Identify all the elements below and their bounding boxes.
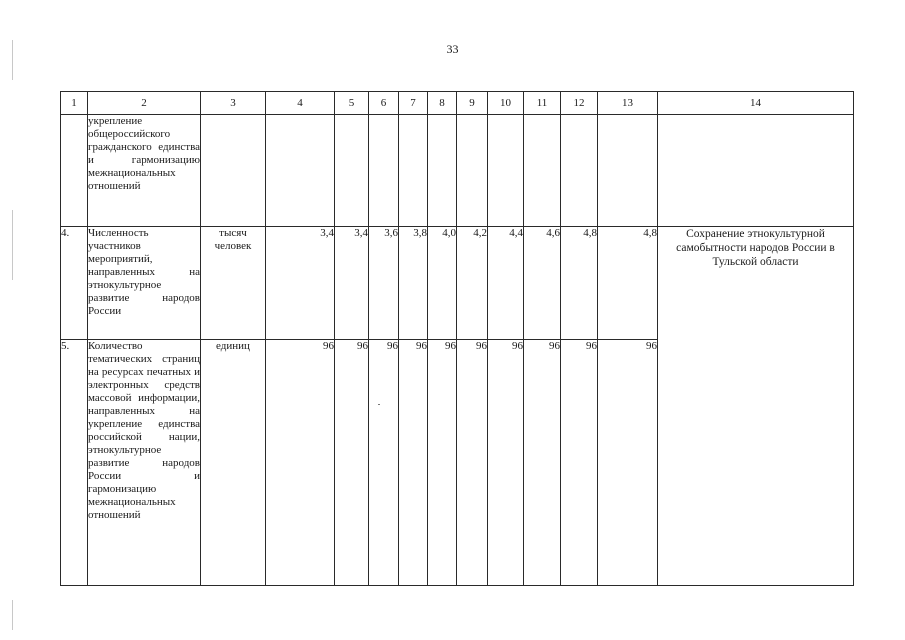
value-cell: 4,8: [598, 227, 658, 340]
empty-cell: [457, 115, 488, 227]
indicator-name-cell: укрепление общероссийского гражданского единства и гармонизацию межнациональных отношений: [88, 115, 201, 227]
value-cell: 4,2: [457, 227, 488, 340]
unit-cell: единиц: [201, 340, 266, 586]
value-cell: 4,4: [488, 227, 524, 340]
header-cell: 10: [488, 92, 524, 115]
empty-cell: [201, 115, 266, 227]
indicator-name-cell: Численность участников мероприятий, направленных на этнокультурное развитие народов России: [88, 227, 201, 340]
empty-cell: [369, 115, 399, 227]
header-cell: 12: [561, 92, 598, 115]
header-cell: 6: [369, 92, 399, 115]
header-cell: 3: [201, 92, 266, 115]
scan-margin-mark: [12, 40, 13, 80]
indicator-name-cell: Количество тематических страниц на ресурсах печатных и электронных средств массовой информации, направленных на укрепление единства российской нации, этнокультурное развитие народов России и гармонизацию межнациональных отношений: [88, 340, 201, 586]
value-cell: 4,8: [561, 227, 598, 340]
continuation-row: [61, 115, 854, 227]
header-cell: 13: [598, 92, 658, 115]
value-cell: 96: [428, 340, 457, 586]
empty-cell: [598, 115, 658, 227]
value-cell: 96: [266, 340, 335, 586]
page-number: 33: [446, 42, 459, 56]
empty-cell: [561, 115, 598, 227]
empty-cell: [488, 115, 524, 227]
value-cell: 96: [399, 340, 428, 586]
header-cell: 9: [457, 92, 488, 115]
row-number-cell: 4.: [61, 227, 88, 340]
empty-cell: [335, 115, 369, 227]
value-cell: 3,4: [266, 227, 335, 340]
header-cell: 1: [61, 92, 88, 115]
value-cell: 4,6: [524, 227, 561, 340]
value-cell: 96: [524, 340, 561, 586]
header-cell: 7: [399, 92, 428, 115]
empty-cell: [266, 115, 335, 227]
expected-result-cell: Сохранение этнокультурной самобытности народов России в Тульской области: [658, 227, 854, 586]
scan-margin-mark: [12, 210, 13, 280]
value-cell: 96: [488, 340, 524, 586]
header-cell: 5: [335, 92, 369, 115]
value-cell: 4,0: [428, 227, 457, 340]
empty-cell: [61, 115, 88, 227]
scan-speck: [378, 404, 380, 405]
indicators-table: [60, 91, 854, 586]
value-cell: 96: [457, 340, 488, 586]
header-cell: 4: [266, 92, 335, 115]
value-cell: 3,8: [399, 227, 428, 340]
empty-cell: [428, 115, 457, 227]
unit-cell: тысяч человек: [201, 227, 266, 340]
value-cell: 3,6: [369, 227, 399, 340]
value-cell: 96: [561, 340, 598, 586]
column-number-row: [61, 92, 854, 115]
header-cell: 11: [524, 92, 561, 115]
value-cell: 96: [598, 340, 658, 586]
header-cell: 14: [658, 92, 854, 115]
scan-margin-mark: [12, 600, 13, 630]
empty-cell: [658, 115, 854, 227]
value-cell: 3,4: [335, 227, 369, 340]
value-cell: 96: [335, 340, 369, 586]
header-cell: 2: [88, 92, 201, 115]
row-number-cell: 5.: [61, 340, 88, 586]
value-cell: 96: [369, 340, 399, 586]
header-cell: 8: [428, 92, 457, 115]
indicator-row: [61, 227, 854, 340]
empty-cell: [524, 115, 561, 227]
empty-cell: [399, 115, 428, 227]
